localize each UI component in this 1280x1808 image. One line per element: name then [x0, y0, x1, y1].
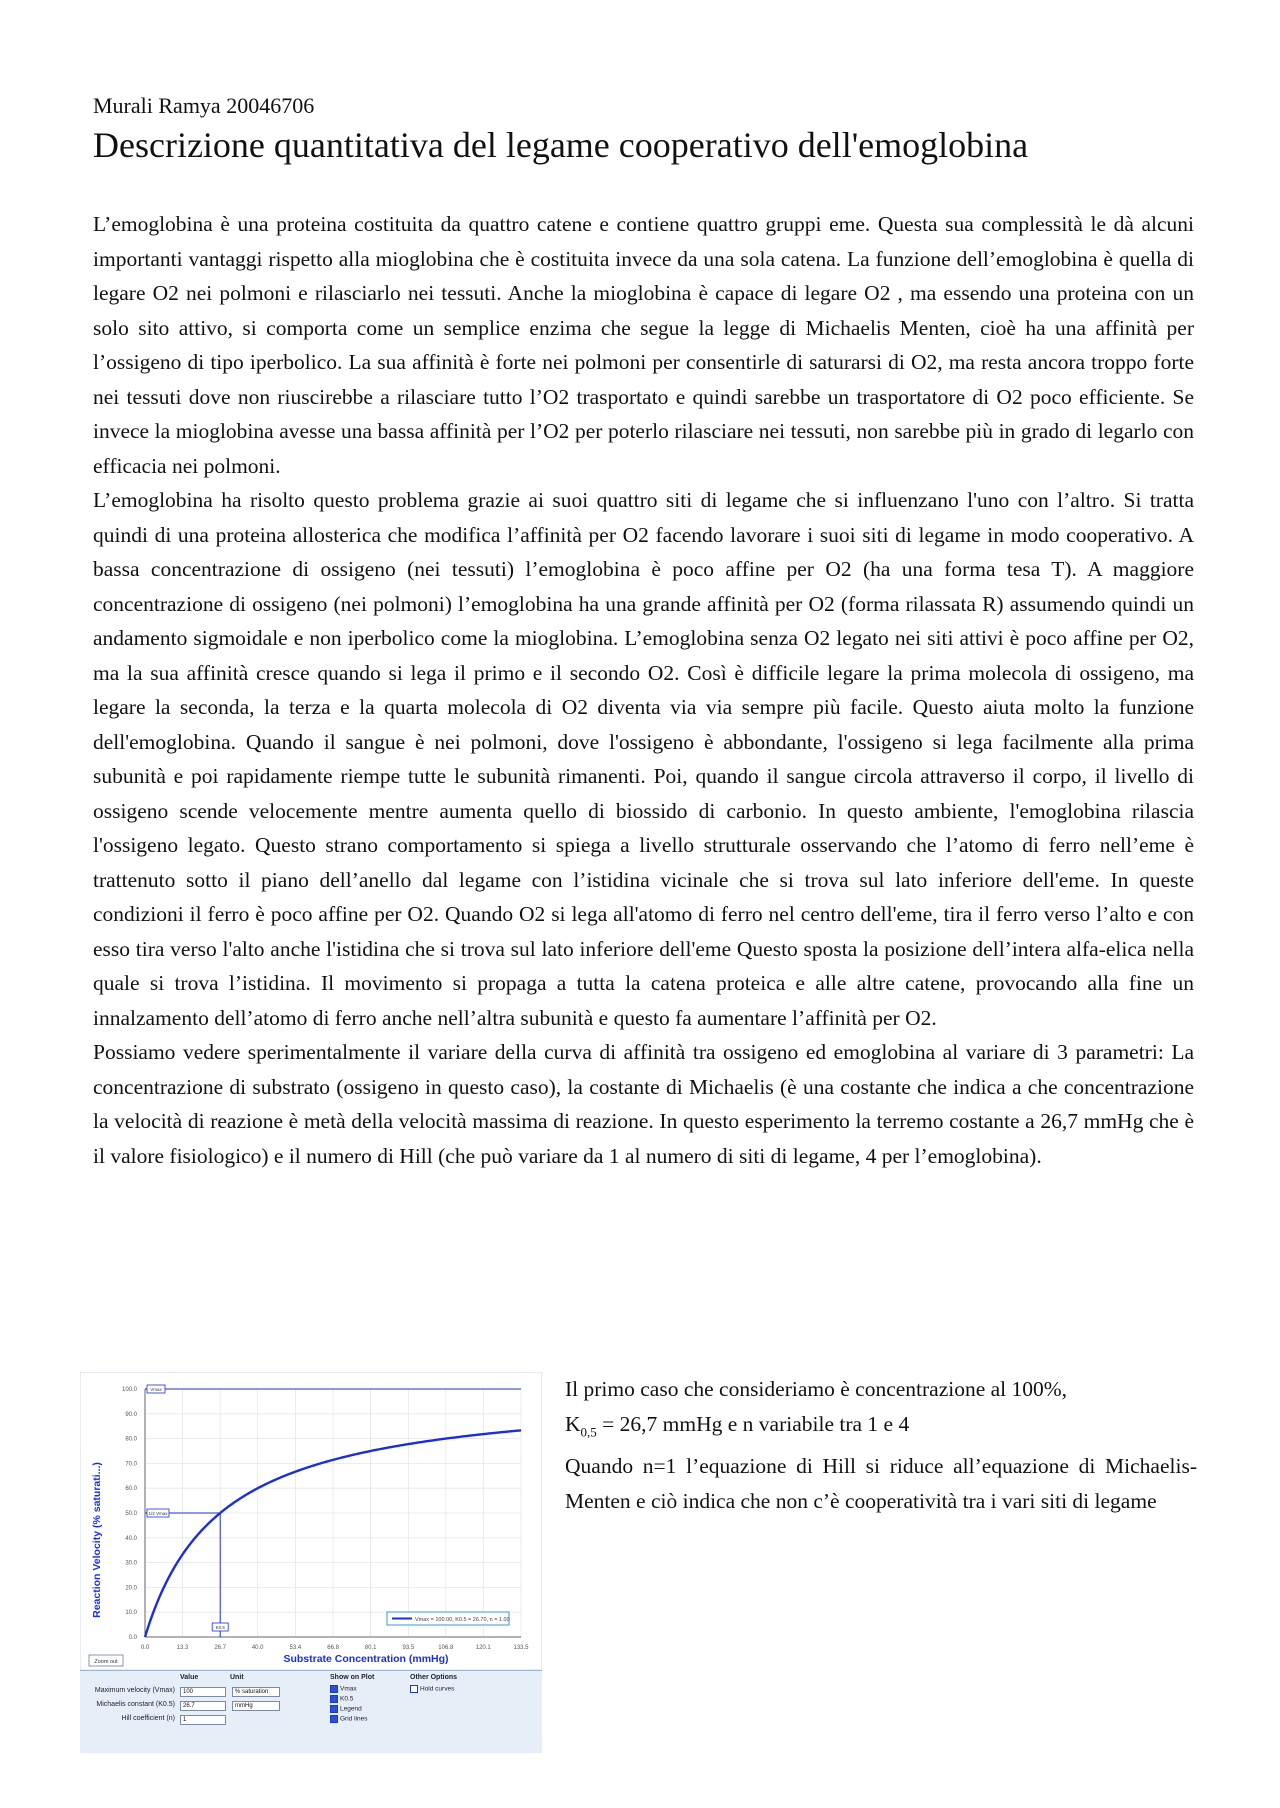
show-on-plot-header: Show on Plot [330, 1674, 375, 1681]
zoom-button-label[interactable]: Zoom out [94, 1659, 118, 1665]
checkbox-icon[interactable] [330, 1715, 338, 1723]
show-k05-checkbox[interactable] [330, 1695, 353, 1703]
half-vmax-tag-label: 1/2 Vmax [148, 1511, 168, 1516]
hill-simulator-figure [80, 1372, 542, 1752]
show-vmax-checkbox[interactable] [330, 1685, 357, 1693]
side-line-2 [565, 1407, 1197, 1450]
y-tick-label: 10.0 [125, 1610, 137, 1617]
x-tick-label: 106.8 [438, 1645, 454, 1651]
checkbox-icon[interactable] [410, 1685, 418, 1693]
y-tick-label: 20.0 [125, 1585, 137, 1592]
checkbox-icon[interactable] [330, 1685, 338, 1693]
y-tick-label: 0.0 [128, 1635, 137, 1641]
k05-tag-label: K0.5 [215, 1625, 225, 1630]
y-tick-label: 90.0 [125, 1411, 137, 1418]
x-tick-label: 26.7 [214, 1645, 227, 1651]
legend-text: Vmax = 100.00, K0.5 = 26.70, n = 1.00 [415, 1617, 510, 1623]
show-k05-label: K0.5 [340, 1695, 354, 1703]
vmax-tag-label: Vmax [150, 1387, 162, 1392]
x-axis-label: Substrate Concentration (mmHg) [283, 1653, 449, 1665]
hold-curves-label: Hold curves [420, 1685, 455, 1693]
hill-input[interactable]: 1 [180, 1715, 226, 1725]
show-legend-checkbox[interactable] [330, 1705, 362, 1713]
y-tick-label: 40.0 [125, 1535, 137, 1542]
y-tick-label: 30.0 [125, 1560, 137, 1567]
show-grid-checkbox[interactable] [330, 1715, 367, 1723]
show-grid-label: Grid lines [340, 1715, 368, 1723]
k-rest: = 26,7 mmHg e n variabile tra 1 e 4 [596, 1411, 910, 1436]
x-tick-label: 66.8 [327, 1645, 339, 1651]
side-text [565, 1372, 1197, 1518]
x-tick-label: 0.0 [140, 1645, 150, 1651]
body-text [93, 207, 1194, 1173]
show-vmax-label: Vmax [340, 1685, 357, 1693]
x-tick-label: 120.1 [475, 1645, 491, 1651]
value-header: Value [180, 1674, 199, 1681]
paragraph-3: Possiamo vedere sperimentalmente il variare della curva di affinità tra ossigeno ed emoglobina al variare di 3 parametri: La concentrazione di substrato (ossigeno in questo caso), la costante di Michaelis (è una costante che indica a che concentrazione la velocità di reazione è metà della velocità massima di reazione. In questo esperimento la terremo costante a 26,7 mmHg che è il valore fisiologico) e il numero di Hill (che può variare da 1 al numero di siti di legame, 4 per l’emoglobina). [93, 1040, 1194, 1168]
side-paragraph-2: Quando n=1 l’equazione di Hill si riduce all’equazione di Michaelis-Menten e ciò indica che non c’è cooperatività tra i vari siti di legame [565, 1454, 1197, 1513]
show-legend-label: Legend [340, 1705, 362, 1713]
hold-curves-checkbox[interactable] [410, 1685, 454, 1693]
vmax-unit-select[interactable]: % saturation [232, 1687, 280, 1697]
checkbox-icon[interactable] [330, 1695, 338, 1703]
y-tick-label: 80.0 [125, 1436, 137, 1443]
y-tick-label: 60.0 [125, 1486, 137, 1493]
vmax-label: Maximum velocity (Vmax) [94, 1687, 175, 1694]
side-line-1: Il primo caso che consideriamo è concentrazione al 100%, [565, 1377, 1068, 1401]
y-tick-label: 70.0 [125, 1461, 137, 1468]
k05-unit-select[interactable]: mmHg [232, 1701, 280, 1711]
k05-label: Michaelis constant (K0.5) [96, 1701, 175, 1708]
vmax-input[interactable]: 100 [180, 1687, 226, 1697]
hill-chart [80, 1372, 542, 1670]
hill-label: Hill coefficient (n) [121, 1715, 175, 1722]
other-options-header: Other Options [410, 1674, 458, 1681]
author-line: Murali Ramya 20046706 [93, 93, 315, 118]
x-tick-label: 80.1 [364, 1645, 377, 1651]
x-tick-label: 133.5 [513, 1645, 529, 1651]
unit-header: Unit [230, 1674, 244, 1681]
parameter-panel [80, 1670, 542, 1753]
x-tick-label: 53.4 [289, 1645, 302, 1651]
x-tick-label: 13.3 [176, 1645, 189, 1651]
paragraph-2: L’emoglobina ha risolto questo problema grazie ai suoi quattro siti di legame che si influenzano l'uno con l’altro. Si tratta quindi di una proteina allosterica che modifica l’affinità per O2 facendo lavorare i suoi siti di legame in modo cooperativo. A bassa concentrazione di ossigeno (nei tessuti) l’emoglobina è poco affine per O2 (ha una forma tesa T). A maggiore concentrazione di ossigeno (nei polmoni) l’emoglobina ha una grande affinità per O2 (forma rilassata R) assumendo quindi un andamento sigmoidale e non iperbolico come la mioglobina. L’emoglobina senza O2 legato nei siti attivi è poco affine per O2, ma la sua affinità cresce quando si lega il primo e il secondo O2. Così è difficile legare la prima molecola di ossigeno, ma legare la seconda, la terza e la quarta molecola di O2 diventa via via sempre più facile. Questo aiuta molto la funzione dell'emoglobina. Quando il sangue è nei polmoni, dove l'ossigeno è abbondante, l'ossigeno si lega facilmente alla prima subunità e poi rapidamente riempe tutte le subunità rimanenti. Poi, quando il sangue circola attraverso il corpo, il livello di ossigeno scende velocemente mentre aumenta quello di biossido di carbonio. In questo ambiente, l'emoglobina rilascia l'ossigeno legato. Questo strano comportamento si spiega a livello strutturale osservando che l’atomo di ferro nell’eme è trattenuto sotto il piano dell’anello dal legame con l’istidina vicinale che si trova sul lato inferiore dell'eme. In queste condizioni il ferro è poco affine per O2. Quando O2 si lega all'atomo di ferro nel centro dell'eme, tira il ferro verso l’alto e con esso tira verso l'alto anche l'istidina che si trova sul lato inferiore dell'eme Questo sposta la posizione dell’intera alfa-elica nella quale si trova l’istidina. Il movimento si propaga a tutta la catena proteica e alle altre catene, provocando alla fine un innalzamento dell’atomo di ferro anche nell’altra subunità e questo fa aumentare l’affinità per O2. [93, 488, 1194, 1030]
y-tick-label: 100.0 [121, 1387, 137, 1393]
x-tick-label: 93.5 [402, 1645, 415, 1651]
paragraph-1: L’emoglobina è una proteina costituita da quattro catene e contiene quattro gruppi eme. Questa sua complessità le dà alcuni importanti vantaggi rispetto alla mioglobina che è costituita invece da una sola catena. La funzione dell’emoglobina è quella di legare O2 nei polmoni e rilasciarlo nei tessuti. Anche la mioglobina è capace di legare O2 , ma essendo una proteina con un solo sito attivo, si comporta come un semplice enzima che segue la legge di Michaelis Menten, cioè ha una affinità per l’ossigeno di tipo iperbolico. La sua affinità è forte nei polmoni per consentirle di saturarsi di O2, ma resta ancora troppo forte nei tessuti dove non riuscirebbe a rilasciare tutto l’O2 trasportato e quindi sarebbe un trasportatore di O2 poco efficiente. Se invece la mioglobina avesse una bassa affinità per l’O2 per poterlo rilasciare nei tessuti, non sarebbe più in grado di legarlo con efficacia nei polmoni. [93, 212, 1194, 478]
k05-input[interactable]: 26.7 [180, 1701, 226, 1711]
page-title: Descrizione quantitativa del legame cooperativo dell'emoglobina [93, 125, 1029, 165]
x-tick-label: 40.0 [251, 1645, 264, 1651]
checkbox-icon[interactable] [330, 1705, 338, 1713]
y-tick-label: 50.0 [125, 1511, 137, 1517]
k-symbol: K [565, 1411, 581, 1436]
y-axis-label: Reaction Velocity (% saturati...) [91, 1462, 103, 1618]
k-subscript: 0,5 [580, 1423, 597, 1439]
